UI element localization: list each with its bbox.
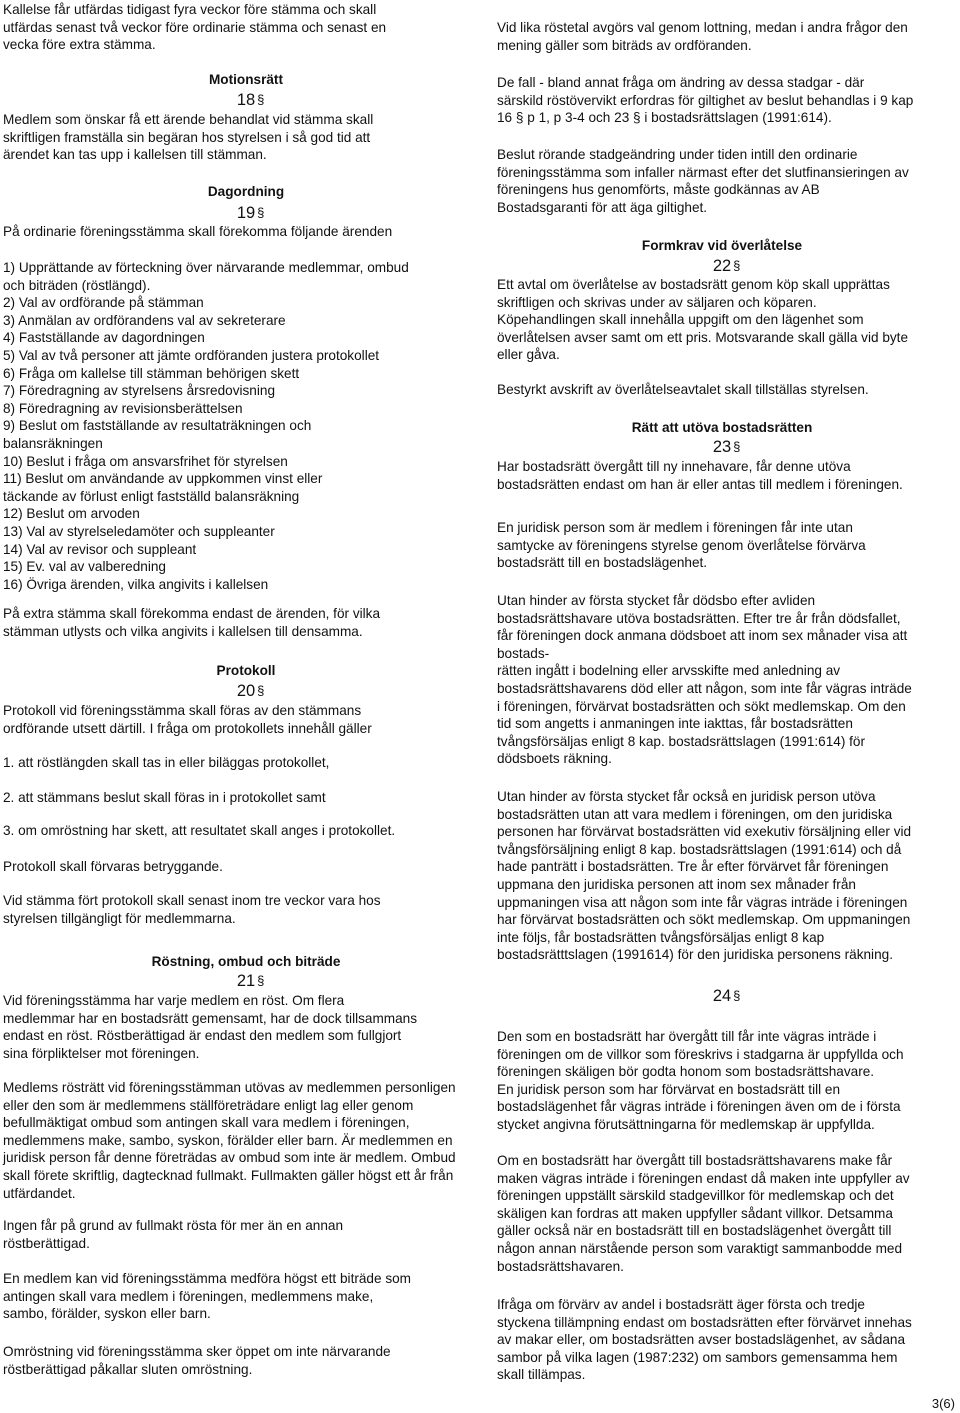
ratt-att-utova-p2: En juridisk person som är medlem i föreningen får inte utan samtycke av föreningens styrelse genom överlåtelse förvärva bostadsrätt till en bostadslägenhet. xyxy=(497,520,866,571)
ratt-att-utova-p3: Utan hinder av första stycket får dödsbo efter avliden bostadsrättshavare utöva bostadsrätten. Efter tre år från dödsfallet, får föreningen dock anmana dödsboet att inom sex månader visa att bostads- rätten ingått i bodelning eller arvsskifte med anledning av bostadsrättshavarens död eller att någon, som inte får vägras inträde i föreningen, förvärvat bostadsrätten och sökt medlemskap. Om den tid som angetts i anmaningen inte iakttas, får bostadsrätten tvångsförsäljas enligt 8 kap. bostadsrättslagen (1991:614) för dödsboets räkning. xyxy=(497,593,912,767)
section-19-number: 19 § xyxy=(236,204,265,222)
motionsratt-heading: Motionsrätt xyxy=(208,72,283,87)
section-24-p3: Ifråga om förvärv av andel i bostadsrätt äger första och tredje styckena tillämpning endast om bostadsrätten efter förvärvet innehas av makar eller, om bostadsrätten avser bostadslägenhet, av sådana sambor på vilka lagen (1987:232) om sambors gemensamma hem skall tillämpas. xyxy=(497,1297,912,1383)
ratt-att-utova-p4: Utan hinder av första stycket får också en juridisk person utöva bostadsrätten utan att vara medlem i föreningen, om den juridiska personen har förvärvat bostadsrätten vid exekutiv försäljning eller vid tvångsförsäljning enligt 8 kap. bostadsrättslagen (1991:614) och då hade panträtt i bostadsrätten. Tre år efter förvärvet får föreningen uppmana den juridiska personen att inom sex månader från uppmaningen visa att någon som inte får vägras inträde i föreningen har förvärvat bostadsrätten och sökt medlemskap. Om uppmaningen inte följs, får bostadsrätten tvångsförsäljas enligt 8 kap bostadsrätttslagen (1991614) för den juridiska personens räkning. xyxy=(497,789,912,963)
section-24-p2: Om en bostadsrätt har övergått till bostadsrättshavarens make får maken vägras inträde i föreningen endast då maken inte uppfyller av föreningen uppställt särskild stadgevillkor för medlemskap och det skäligen kan fordras att maken uppfyller sådant villkor. Detsamma gäller också när en bostadsrätt till en bostadslägenhet övergått till någon annan närstående person som varaktigt sammanbodde med bostadsrättshavaren. xyxy=(497,1153,910,1274)
paragraph-sign: § xyxy=(257,973,265,988)
dagordning-heading: Dagordning xyxy=(207,184,285,199)
rostning-p4: En medlem kan vid föreningsstämma medföra högst ett biträde som antingen skall vara medlem i föreningen, medlemmens make, sambo, förälder, syskon eller barn. xyxy=(3,1271,412,1322)
rostning-p5: Omröstning vid föreningsstämma sker öppet om inte närvarande röstberättigad påkallar sluten omröstning. xyxy=(3,1344,391,1377)
section-21-number: 21 § xyxy=(236,972,265,990)
rostning-p2: Medlems rösträtt vid föreningsstämman utövas av medlemmen personligen eller den som är medlemmens ställföreträdare enligt lag eller genom befullmäktigat ombud som antingen skall vara medlem i föreningen, medlemmens make, sambo, syskon, förälder eller barn. Är medlemmen en juridisk person får denne företrädas av ombud som inte är medlem. Ombud skall förete skriftlig, dagtecknad fullmakt. Fullmakten gäller högst ett år från utfärdandet. xyxy=(3,1080,456,1201)
section-20-number: 20 § xyxy=(236,682,265,700)
rostning-p1: Vid föreningsstämma har varje medlem en röst. Om flera medlemmar har en bostadsrätt gemensamt, har de dock tillsammans endast en röst. Röstberättigad är endast den medlem som fullgjort sina förpliktelser mot föreningen. xyxy=(3,993,418,1061)
paragraph-sign: § xyxy=(733,258,741,273)
protokoll-item-2: 2. att stämmans beslut skall föras in i protokollet samt xyxy=(3,790,326,805)
intro-text: Kallelse får utfärdas tidigast fyra veckor före stämma och skall utfärdas senast två veckor före ordinarie stämma och senast en vecka före extra stämma. xyxy=(3,2,387,53)
protokoll-heading: Protokoll xyxy=(216,663,276,678)
section-18-number: 18 § xyxy=(236,91,265,109)
ratt-att-utova-p1: Har bostadsrätt övergått till ny innehavare, får denne utöva bostadsrätten endast om han är eller antas till medlem i föreningen. xyxy=(497,459,903,492)
stadgeandring-text: Beslut rörande stadgeändring under tiden intill den ordinarie föreningsstämma som infaller närmast efter det slutfinansieringen av föreningens hus genomförts, måste godkännas av AB Bostadsgaranti för att äga giltighet. xyxy=(497,147,909,215)
rostning-heading: Röstning, ombud och biträde xyxy=(151,954,341,969)
paragraph-sign: § xyxy=(733,439,741,454)
protokoll-body: Protokoll vid föreningsstämma skall föras av den stämmans ordförande utsett därtill. I fråga om protokollets innehåll gäller xyxy=(3,703,372,736)
dagordning-intro: På ordinarie föreningsstämma skall förekomma följande ärenden xyxy=(3,224,393,239)
section-24-p1: Den som en bostadsrätt har övergått till får inte vägras inträde i föreningen om de villkor som föreskrivs i stadgarna är uppfyllda och föreningen skäligen bör godta honom som bostadsrättshavare. En juridisk person som har förvärvat en bostadsrätt till en bostadslägenhet får vägras inträde i föreningen även om de i första stycket angivna förutsättningarna för medlemskap är uppfyllda. xyxy=(497,1029,904,1132)
protokoll-forvaras: Protokoll skall förvaras betryggande. xyxy=(3,859,223,874)
paragraph-sign: § xyxy=(257,683,265,698)
section-24-number: 24 § xyxy=(712,987,741,1005)
formkrav-heading: Formkrav vid överlåtelse xyxy=(641,238,803,253)
formkrav-p1: Ett avtal om överlåtelse av bostadsrätt genom köp skall upprättas skriftligen och skrivas under av säljaren och köparen. Köpehandlingen skall innehålla uppgift om den lägenhet som överlåtelsen avser samt om ett pris. Motsvarande skall gälla vid byte eller gåva. xyxy=(497,277,909,363)
ratt-att-utova-heading: Rätt att utöva bostadsrätten xyxy=(631,420,813,435)
section-23-number: 23 § xyxy=(712,438,741,456)
lottning-text: Vid lika röstetal avgörs val genom lottning, medan i andra frågor den mening gäller som biträds av ordföranden. xyxy=(497,20,908,53)
paragraph-sign: § xyxy=(733,988,741,1003)
rostning-p3: Ingen får på grund av fullmakt rösta för mer än en annan röstberättigad. xyxy=(3,1218,344,1251)
section-22-number: 22 § xyxy=(712,257,741,275)
protokoll-item-1: 1. att röstlängden skall tas in eller biläggas protokollet, xyxy=(3,755,330,770)
page-number: 3(6) xyxy=(931,1396,955,1411)
paragraph-sign: § xyxy=(257,205,265,220)
protokoll-item-3: 3. om omröstning har skett, att resultatet skall anges i protokollet. xyxy=(3,823,396,838)
extra-stamma-text: På extra stämma skall förekomma endast de ärenden, för vilka stämman utlysts och vilka angivits i kallelsen till densamma. xyxy=(3,606,381,639)
formkrav-p2: Bestyrkt avskrift av överlåtelseavtalet skall tillställas styrelsen. xyxy=(497,382,869,397)
paragraph-sign: § xyxy=(257,92,265,107)
dagordning-items: 1) Upprättande av förteckning över närvarande medlemmar, ombud och biträden (röstlängd). 2) Val av ordförande på stämman 3) Anmälan av ordförandens val av sekreterare 4) Fastställande av dagordningen 5) Val av två personer att jämte ordföranden justera protokollet 6) Fråga om kallelse till stämman behörigen skett 7) Föredragning av styrelsens årsredovisning 8) Föredragning av revisionsberättelsen 9) Beslut om fastställande av resultaträkningen och balansräkningen 10) Beslut i fråga om ansvarsfrihet för styrelsen 11) Beslut om användande av uppkommen vinst eller täckande av förlust enligt fastställd balansräkning 12) Beslut om arvoden 13) Val av styrelseledamöter och suppleanter 14) Val av revisor och suppleant 15) Ev. val av valberedning 16) Övriga ärenden, vilka angivits i kallelsen xyxy=(3,260,409,592)
motionsratt-body: Medlem som önskar få ett ärende behandlat vid stämma skall skriftligen framställa sin begäran hos styrelsen i så god tid att ärendet kan tas upp i kallelsen till stämman. xyxy=(3,112,374,163)
skild-rostovervikt-text: De fall - bland annat fråga om ändring av dessa stadgar - där särskild röstövervikt erfordras för giltighet av beslut behandlas i 9 kap 16 § p 1, p 3-4 och 23 § i bostadsrättslagen (1991:614). xyxy=(497,75,914,126)
protokoll-tillganglig: Vid stämma fört protokoll skall senast inom tre veckor vara hos styrelsen tillgängligt för medlemmarna. xyxy=(3,893,381,926)
